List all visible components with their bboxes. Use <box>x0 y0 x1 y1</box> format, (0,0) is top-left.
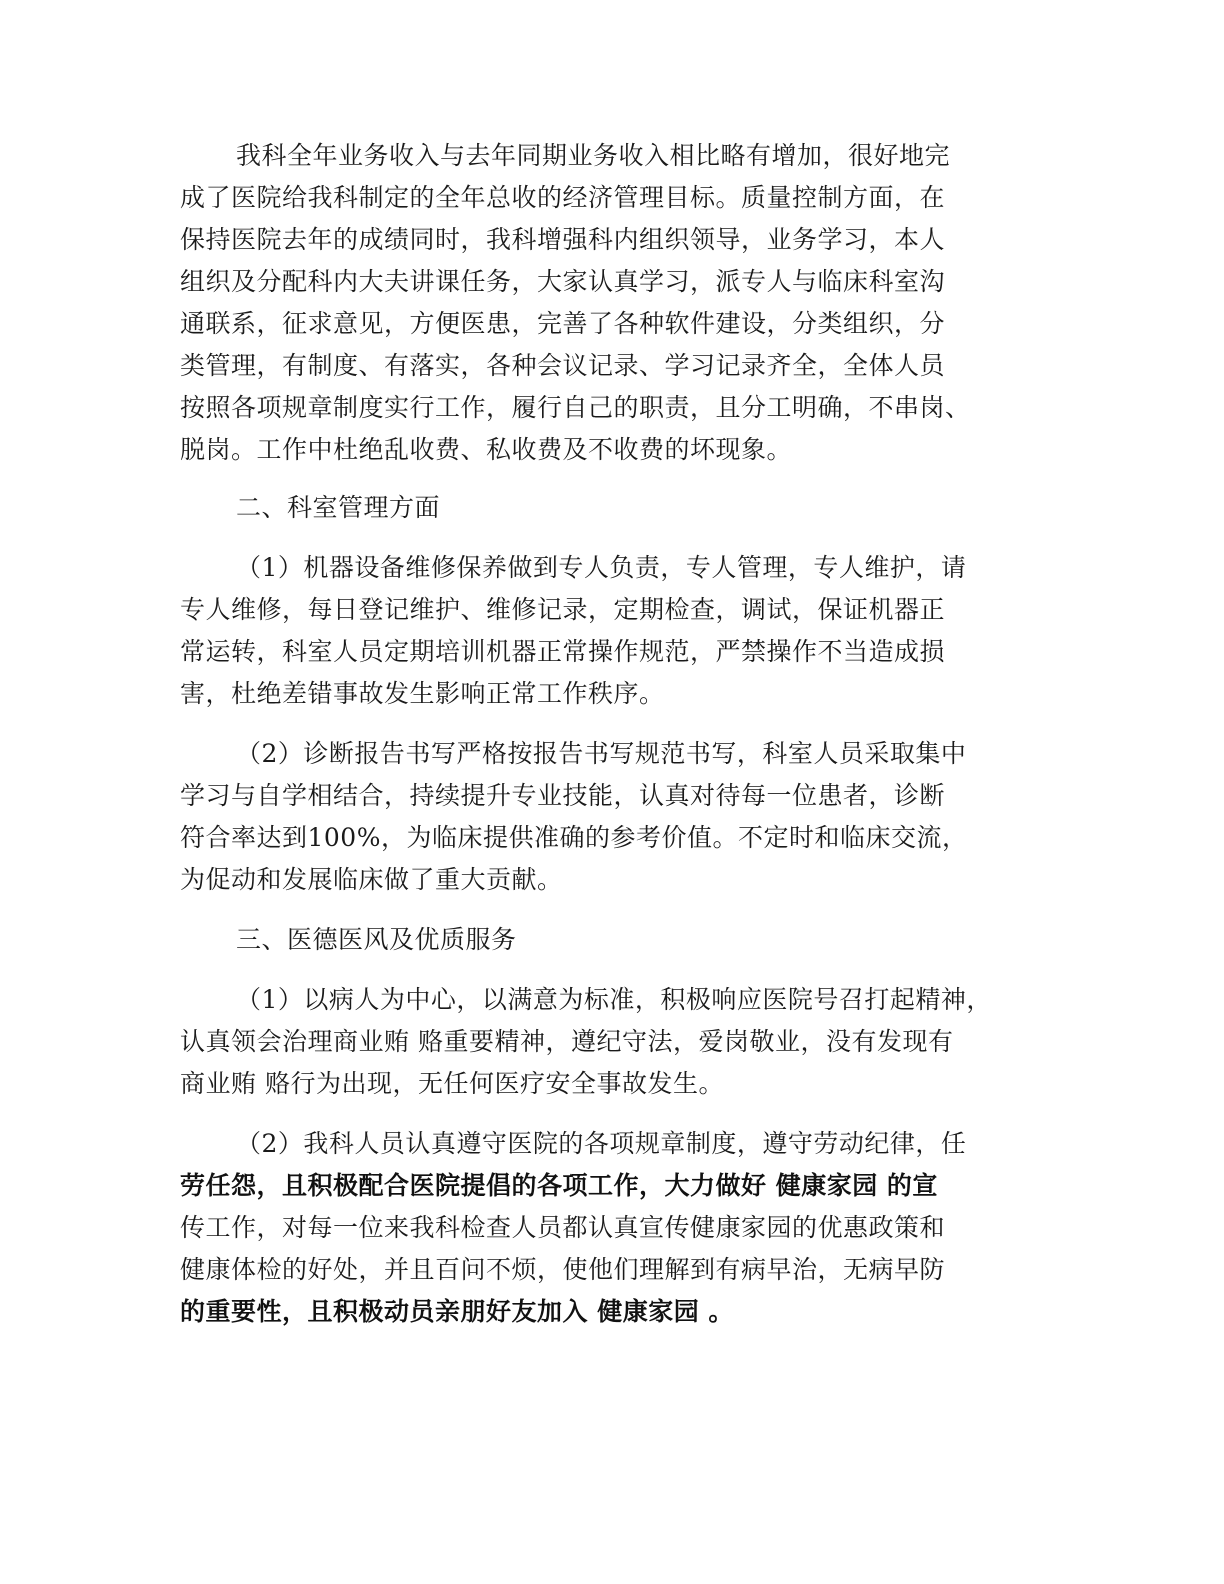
paragraph-line: 专人维修，每日登记维护、维修记录，定期检查，调试，保证机器正 <box>180 595 946 624</box>
paragraph-line: 学习与自学相结合，持续提升专业技能，认真对待每一位患者，诊断 <box>180 781 946 810</box>
paragraph-line: 脱岗。工作中杜绝乱收费、私收费及不收费的坏现象。 <box>180 435 793 464</box>
paragraph-line: （1）机器设备维修保养做到专人负责，专人管理，专人维护，请 <box>236 553 967 582</box>
paragraph-line: 符合率达到100%，为临床提供准确的参考价值。不定时和临床交流， <box>180 823 968 852</box>
paragraph-line: 的重要性，且积极动员亲朋好友加入 健康家园 。 <box>180 1297 734 1326</box>
paragraph-line: 类管理，有制度、有落实，各种会议记录、学习记录齐全，全体人员 <box>180 351 946 380</box>
paragraph-line: （2）我科人员认真遵守医院的各项规章制度，遵守劳动纪律，任 <box>236 1129 967 1158</box>
paragraph-line: 健康体检的好处，并且百问不烦，使他们理解到有病早治，无病早防 <box>180 1255 946 1284</box>
paragraph-line: 我科全年业务收入与去年同期业务收入相比略有增加，很好地完 <box>236 141 951 170</box>
paragraph-line: 传工作，对每一位来我科检查人员都认真宣传健康家园的优惠政策和 <box>180 1213 946 1242</box>
section-heading: 二、科室管理方面 <box>236 493 441 522</box>
paragraph-line: 通联系，征求意见，方便医患，完善了各种软件建设，分类组织，分 <box>180 309 946 338</box>
paragraph-line: （1）以病人为中心，以满意为标准，积极响应医院号召打起精神， <box>236 985 992 1014</box>
paragraph-line: （2）诊断报告书写严格按报告书写规范书写，科室人员采取集中 <box>236 739 967 768</box>
paragraph-line: 成了医院给我科制定的全年总收的经济管理目标。质量控制方面，在 <box>180 183 946 212</box>
paragraph-line: 常运转，科室人员定期培训机器正常操作规范，严禁操作不当造成损 <box>180 637 946 666</box>
section-heading: 三、医德医风及优质服务 <box>236 925 517 954</box>
paragraph-line: 害，杜绝差错事故发生影响正常工作秩序。 <box>180 679 665 708</box>
paragraph-line: 为促动和发展临床做了重大贡献。 <box>180 865 563 894</box>
paragraph-line: 认真领会治理商业贿 赂重要精神，遵纪守法，爱岗敬业，没有发现有 <box>180 1027 954 1056</box>
paragraph-line: 劳任怨，且积极配合医院提倡的各项工作，大力做好 健康家园 的宣 <box>180 1171 938 1200</box>
paragraph-line: 按照各项规章制度实行工作，履行自己的职责，且分工明确，不串岗、 <box>180 393 971 422</box>
paragraph-line: 商业贿 赂行为出现，无任何医疗安全事故发生。 <box>180 1069 724 1098</box>
paragraph-line: 组织及分配科内大夫讲课任务，大家认真学习，派专人与临床科室沟 <box>180 267 946 296</box>
paragraph-line: 保持医院去年的成绩同时，我科增强科内组织领导，业务学习，本人 <box>180 225 946 254</box>
